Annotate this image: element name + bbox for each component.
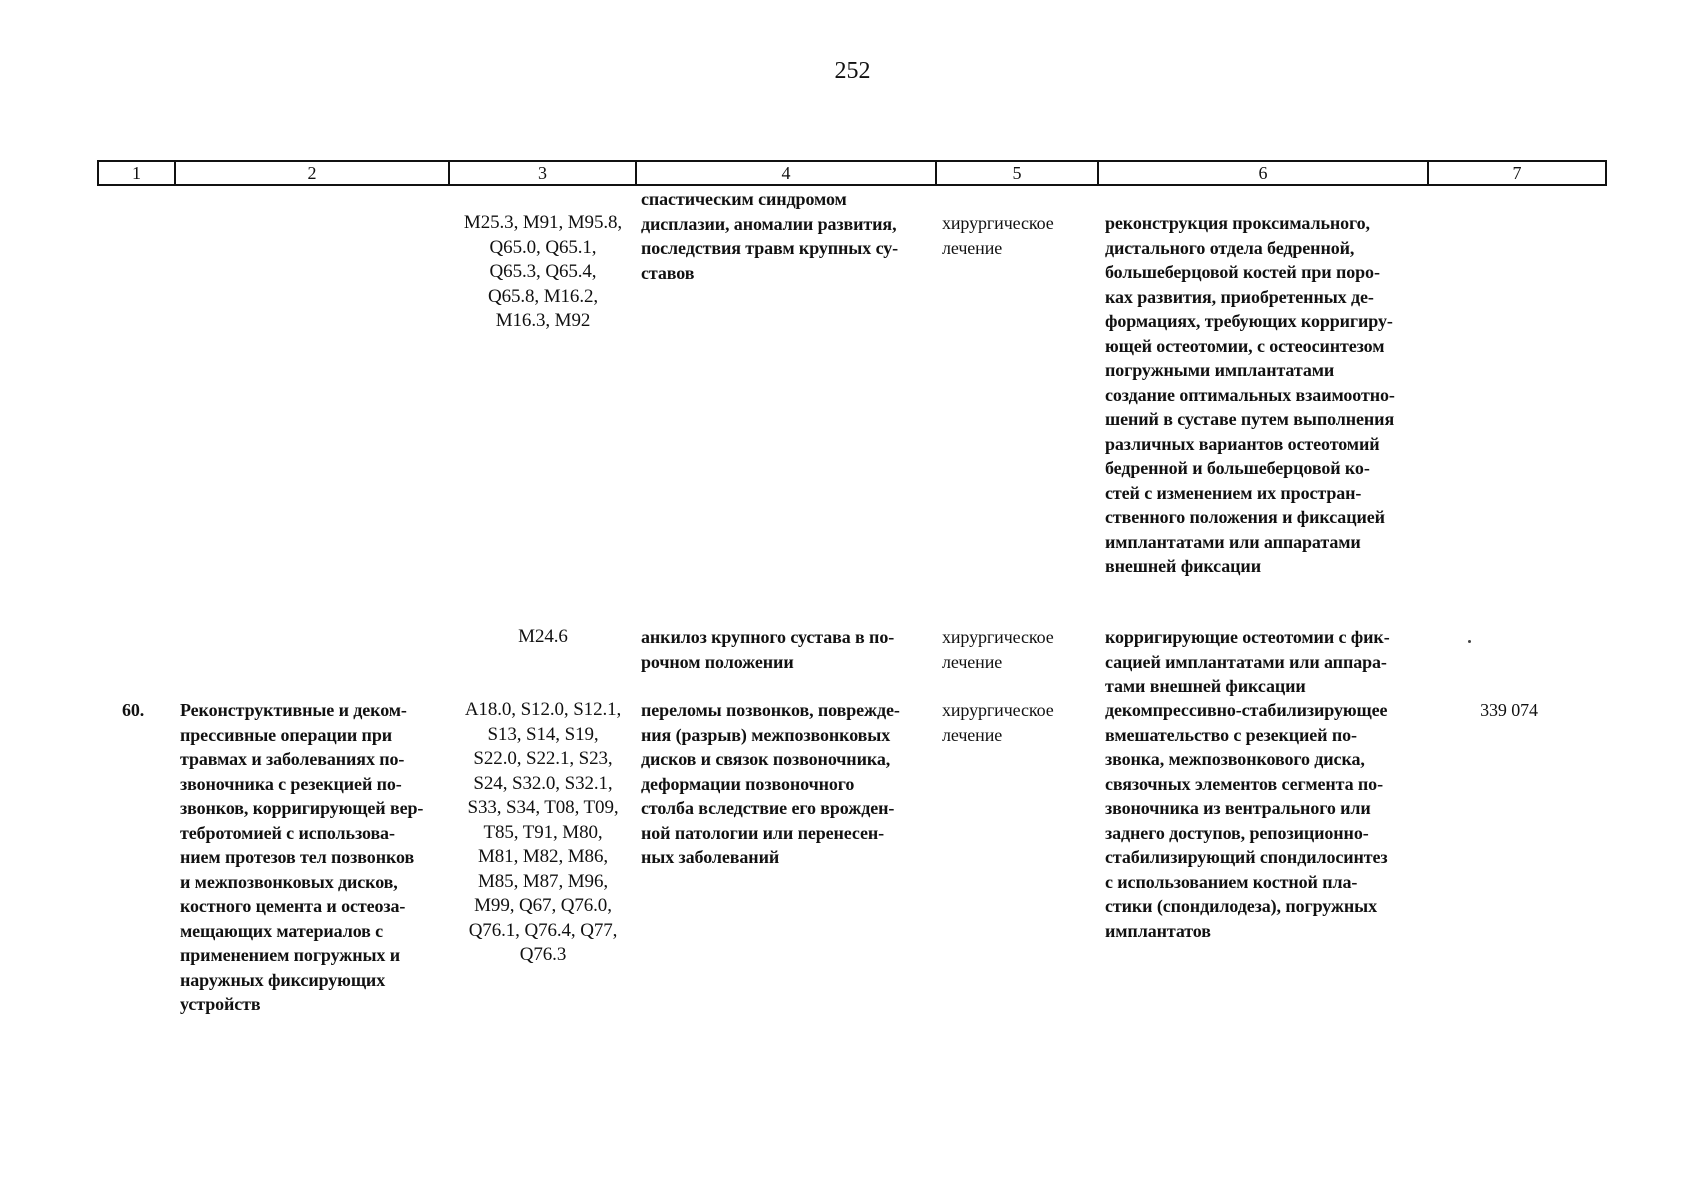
header-col-3: 3: [450, 162, 637, 184]
header-col-7: 7: [1512, 163, 1522, 183]
block2-description: анкилоз крупного сустава в по- рочном положении: [641, 627, 895, 672]
stray-dot: [1468, 640, 1471, 643]
block3-price: 339 074: [1480, 700, 1538, 720]
block1-description: спастическим синдромом дисплазии, аномалии развития, последствия травм крупных су- ставов: [641, 189, 899, 283]
table-header-row: [97, 160, 1607, 186]
block3-methods: декомпрессивно-стабилизирующее вмешательство с резекцией по- звонка, межпозвонкового диска, связочных элементов сегмента по- звоночника из вентрального или заднего доступов, репозиционно- стабилизирующий спондилосинтез с использованием костной пла- стики (спондилодеза), погружных имплантатов: [1105, 700, 1388, 941]
block3-description: переломы позвонков, поврежде- ния (разрыв) межпозвонковых дисков и связок позвоночника, деформации позвоночного столба вследствие его врожден- ной патологии или перенесен- ных заболеваний: [641, 700, 900, 867]
block3-treatment: хирургическое лечение: [942, 700, 1054, 745]
header-col-4: 4: [637, 162, 937, 184]
block2-treatment: хирургическое лечение: [942, 627, 1054, 672]
page-number: 252: [834, 58, 871, 84]
header-col-5: 5: [937, 162, 1099, 184]
block1-treatment: хирургическое лечение: [942, 213, 1054, 258]
header-col-2: 2: [176, 162, 450, 184]
block3-codes: A18.0, S12.0, S12.1, S13, S14, S19, S22.0, S22.1, S23, S24, S32.0, S32.1, S33, S34, T08, T09, T85, T91, M80, M81, M82, M86, M85, M87, M96, M99, Q67, Q76.0, Q76.1, Q76.4, Q77, Q76.3: [464, 699, 622, 965]
block2-codes: M24.6: [518, 626, 568, 647]
row-number: 60.: [122, 700, 145, 720]
block3-name: Реконструктивные и деком- прессивные операции при травмах и заболеваниях по- звоночника с резекцией по- звонков, корригирующей вер- тебротомией с использова- нием протезов тел позвонков и межпозвонковых дисков, костного цемента и остеоза- мещающих материалов с применением погружных и наружных фиксирующих устройств: [180, 700, 424, 1014]
header-col-6: 6: [1099, 162, 1429, 184]
block1-codes: M25.3, M91, M95.8, Q65.0, Q65.1, Q65.3, Q65.4, Q65.8, M16.2, M16.3, M92: [463, 212, 623, 331]
block2-methods: корригирующие остеотомии с фик- сацией имплантатами или аппара- тами внешней фиксации: [1105, 627, 1390, 696]
header-col-1: 1: [99, 162, 176, 184]
block1-methods: реконструкция проксимального, дистального отдела бедренной, большеберцовой костей при поро- ках развития, приобретенных де- формациях, требующих корригиру- ющей остеотомии, с остеосинтезом погружными имплантатами создание оптимальных взаимоотно- шений в суставе путем выполнения различных вариантов остеотомий бедренной и большеберцовой ко- стей с изменением их простран- ственного положения и фиксацией имплантатами или аппаратами внешней фиксации: [1105, 213, 1395, 576]
